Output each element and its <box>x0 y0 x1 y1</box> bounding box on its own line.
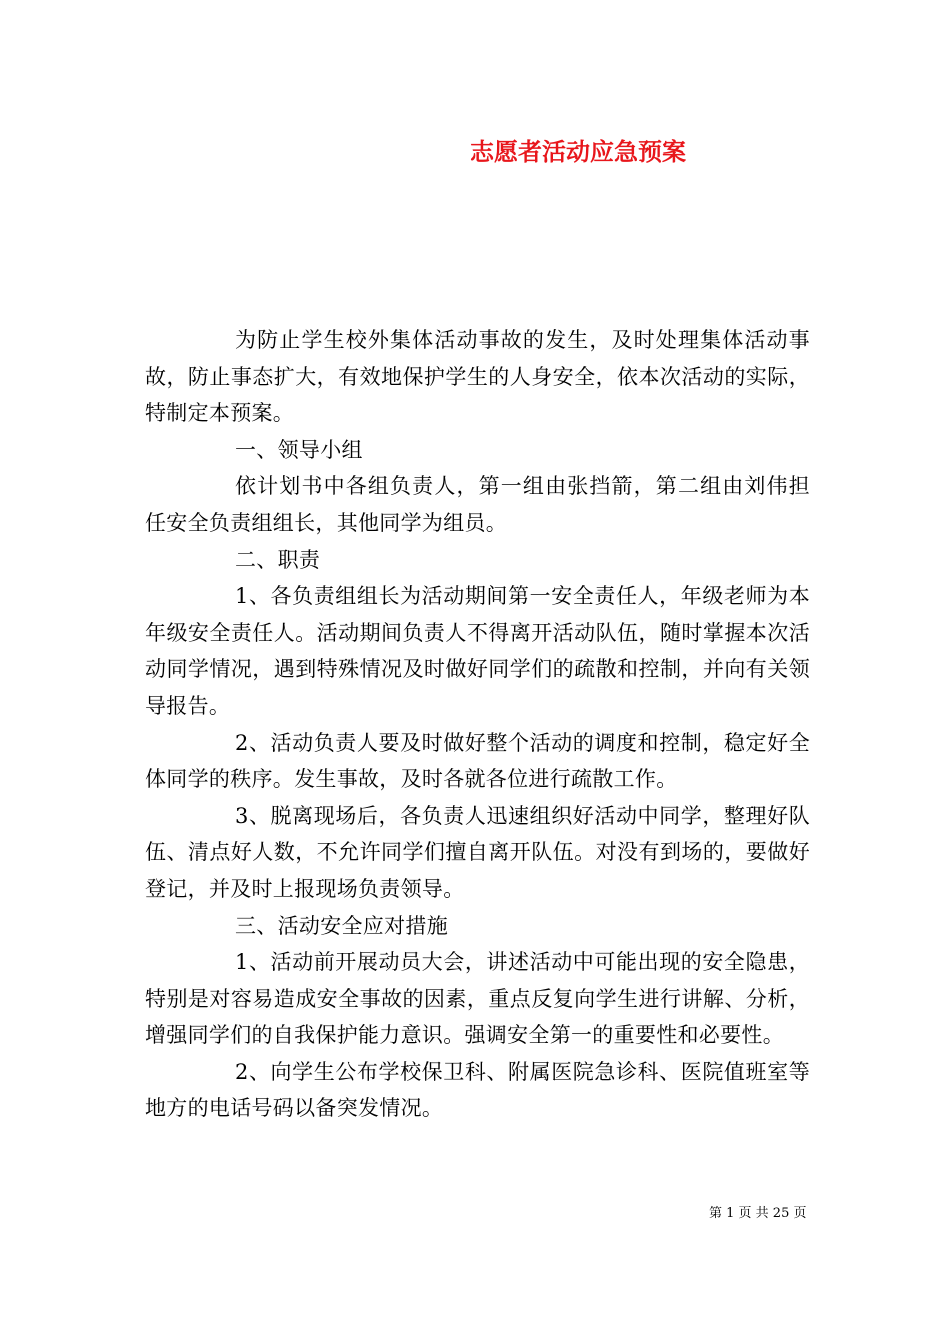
measure-item-1: 1、活动前开展动员大会，讲述活动中可能出现的安全隐患，特别是对容易造成安全事故的因素，重点反复向学生进行讲解、分析，增强同学们的自我保护能力意识。强调安全第一的重要性和必要性。 <box>145 950 810 1048</box>
duty-item-3: 3、脱离现场后，各负责人迅速组织好活动中同学，整理好队伍、清点好人数，不允许同学们擅自离开队伍。对没有到场的，要做好登记，并及时上报现场负责领导。 <box>145 803 810 901</box>
document-body <box>145 322 810 1127</box>
intro-paragraph: 为防止学生校外集体活动事故的发生，及时处理集体活动事故，防止事态扩大，有效地保护学生的人身安全，依本次活动的实际，特制定本预案。 <box>145 328 810 426</box>
leadership-paragraph: 依计划书中各组负责人，第一组由张挡箭，第二组由刘伟担任安全负责组组长，其他同学为组员。 <box>145 474 810 535</box>
section-heading-leadership: 一、领导小组 <box>235 437 363 462</box>
measure-item-2: 2、向学生公布学校保卫科、附属医院急诊科、医院值班室等地方的电话号码以备突发情况。 <box>145 1059 810 1121</box>
document-title: 志愿者活动应急预案 <box>470 137 686 166</box>
section-heading-duties: 二、职责 <box>235 547 321 572</box>
section-heading-measures: 三、活动安全应对措施 <box>235 913 448 938</box>
page-number: 第 1 页 共 25 页 <box>709 1206 807 1221</box>
duty-item-2: 2、活动负责人要及时做好整个活动的调度和控制，稳定好全体同学的秩序。发生事故，及时各就各位进行疏散工作。 <box>145 730 810 792</box>
duty-item-1: 1、各负责组组长为活动期间第一安全责任人，年级老师为本年级安全责任人。活动期间负责人不得离开活动队伍，随时掌握本次活动同学情况，遇到特殊情况及时做好同学们的疏散和控制，并向有关领导报告。 <box>145 584 810 718</box>
